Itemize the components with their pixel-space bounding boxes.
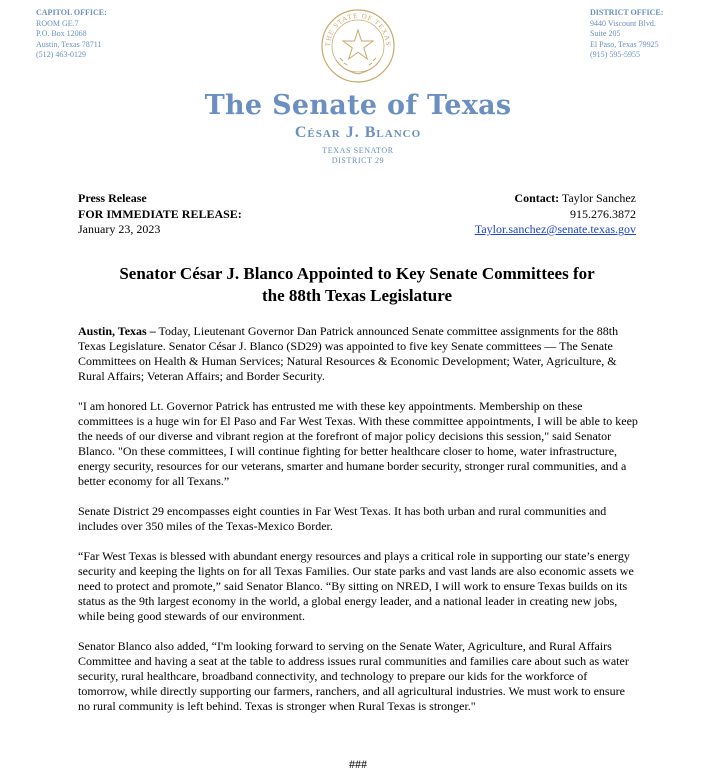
district-office-line: (915) 595-5955	[590, 50, 640, 59]
release-date: January 23, 2023	[78, 222, 161, 236]
release-info	[78, 191, 242, 238]
contact-line	[475, 191, 636, 207]
texas-seal-icon	[320, 8, 396, 84]
senator-role: TEXAS SENATOR	[322, 146, 394, 155]
district-office-title: DISTRICT OFFICE:	[590, 8, 664, 17]
end-mark: ###	[349, 757, 367, 771]
headline-line: the 88th Texas Legislature	[261, 286, 452, 305]
senator-role-block	[0, 146, 716, 166]
capitol-office-block	[36, 8, 107, 61]
contact-name: Taylor Sanchez	[561, 191, 636, 205]
body-paragraph: Senate District 29 encompasses eight counties in Far West Texas. It has both urban and rural communities and includes over 350 miles of the Texas-Mexico Border.	[78, 504, 607, 533]
senate-title: The Senate of Texas	[204, 90, 512, 121]
senator-district: DISTRICT 29	[331, 156, 385, 165]
body-paragraph	[78, 324, 638, 384]
senator-name: César J. Blanco	[294, 124, 422, 141]
contact-phone: 915.276.3872	[570, 206, 636, 221]
contact-label: Contact:	[514, 191, 560, 205]
district-office-block	[590, 8, 663, 61]
district-office-line: El Paso, Texas 79925	[590, 39, 659, 49]
district-office-line: Suite 205	[590, 29, 621, 38]
capitol-office-title: CAPITOL OFFICE:	[36, 8, 107, 17]
contact-email-link[interactable]: Taylor.sanchez@senate.texas.gov	[474, 222, 636, 236]
capitol-office-line: P.O. Box 12068	[36, 29, 87, 38]
district-office-line: 9440 Viscount Blvd.	[590, 18, 656, 28]
press-release-headline	[78, 263, 636, 307]
body-paragraph: "I am honored Lt. Governor Patrick has entrusted me with these key appointments. Membership on these committees is a huge win for El Paso and Far West Texas. With these committee appointments, I will be able to keep the needs of our diverse and vibrant region at the forefront of major policy decisions this session," said Senator Blanco. "On these committees, I will continue fighting for better healthcare closer to home, water infrastructure, energy security, resources for our veterans, smarter and humane border security, stronger rural communities, and a better economy for all Texans.”	[78, 399, 638, 488]
capitol-office-line: ROOM GE.7	[36, 18, 79, 28]
seal-text: THE STATE OF TEXAS	[323, 11, 393, 47]
body-paragraph: “Far West Texas is blessed with abundant energy resources and plays a critical role in supporting our state’s energy security and keeping the lights on for all Texas Families. Our state parks and vast lands are also economic assets we need to protect and promote,” said Senator Blanco. “By sitting on NRED, I will work to ensure Texas builds on its status as the 9th largest economy in the world, a global energy leader, and a national leader in creating new jobs, while being good stewards of our environment.	[78, 549, 634, 623]
headline-line: Senator César J. Blanco Appointed to Key Senate Committees for	[119, 264, 595, 283]
press-release-body	[78, 324, 638, 729]
release-type: Press Release	[78, 191, 147, 205]
capitol-office-line: (512) 463-0129	[36, 50, 86, 59]
dateline: Austin, Texas –	[78, 324, 156, 338]
paragraph-text: Today, Lieutenant Governor Dan Patrick announced Senate committee assignments for the 88th Texas Legislature. Senator César J. Blanco (SD29) was appointed to five key Senate committees — The Senate Committees on Health & Human Services; Natural Resources & Economic Development; Water, Agriculture, & Rural Affairs; Veteran Affairs; and Border Security.	[78, 324, 619, 383]
release-immediate: FOR IMMEDIATE RELEASE:	[78, 206, 242, 221]
capitol-office-line: Austin, Texas 78711	[36, 39, 102, 49]
body-paragraph: Senator Blanco also added, “I'm looking forward to serving on the Senate Water, Agriculture, and Rural Affairs Committee and having a seat at the table to address issues rural communities and families care about such as water security, rural healthcare, broadband connectivity, and technology to prepare our kids for the workforce of tomorrow, while directly supporting our farmers, ranchers, and all agricultural industries. We must work to ensure no rural community is left behind. Texas is stronger when Rural Texas is stronger."	[78, 639, 629, 713]
contact-info	[475, 191, 636, 238]
